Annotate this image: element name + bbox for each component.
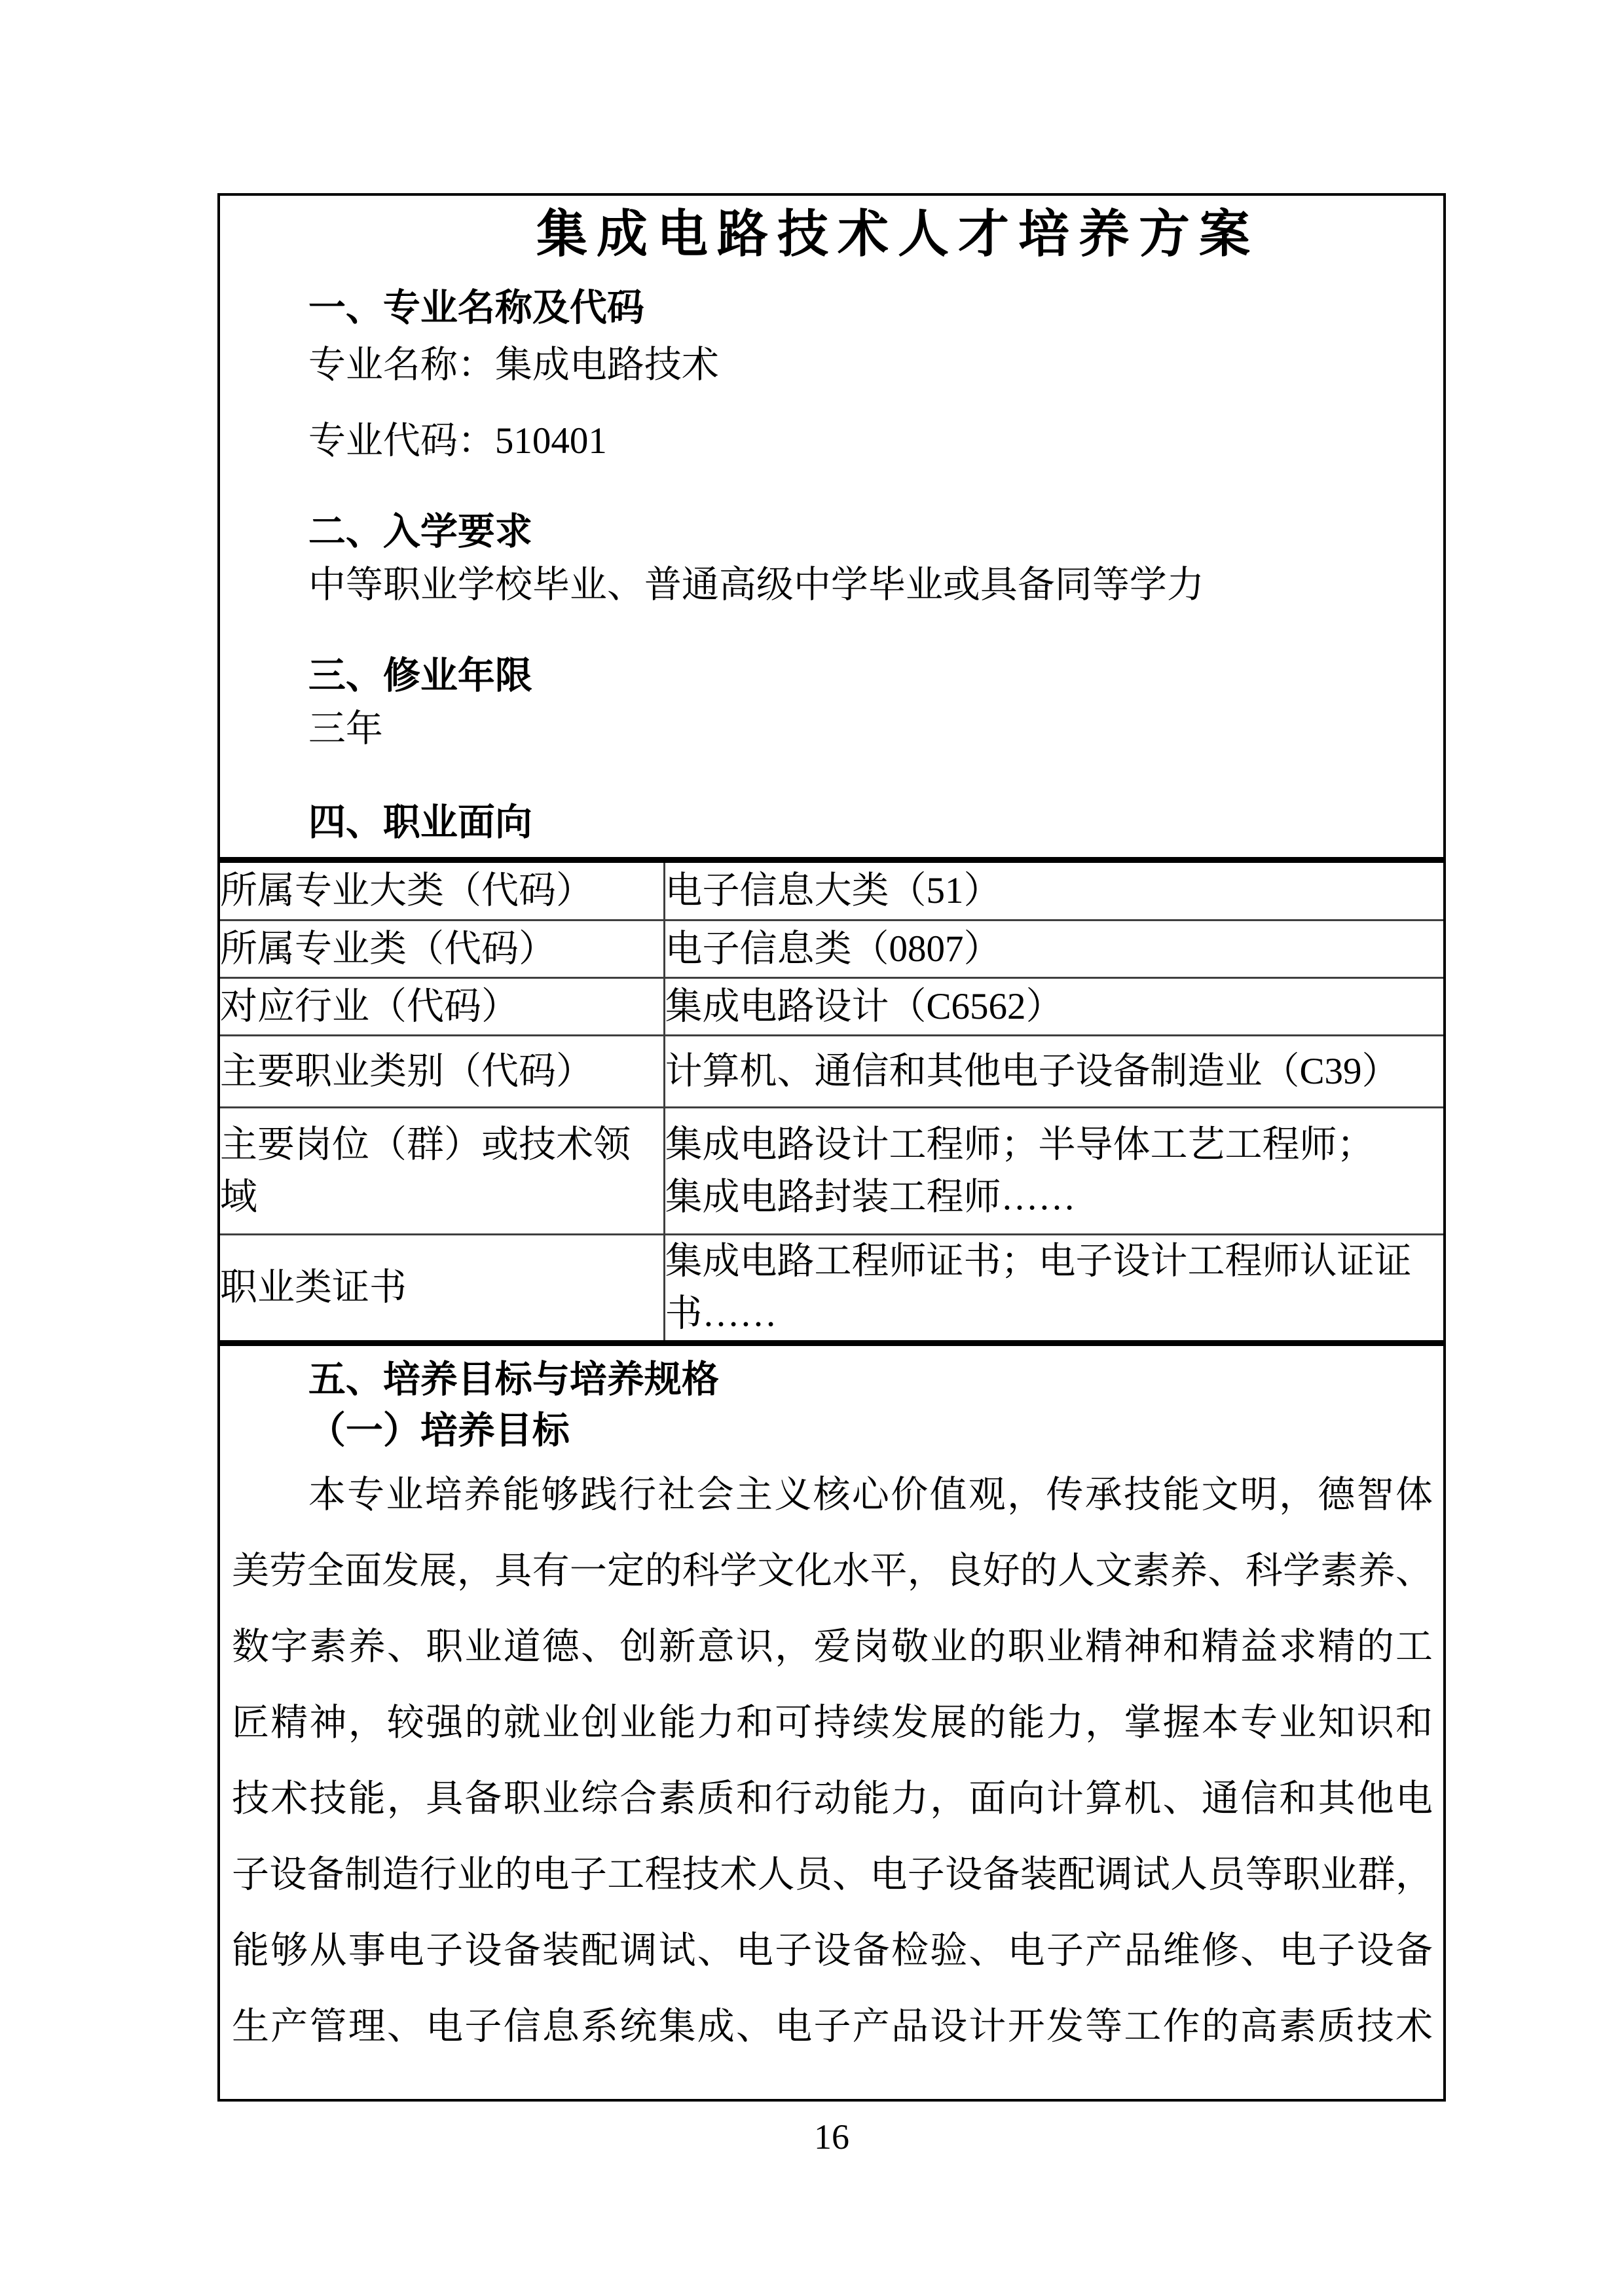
admission-requirement-line: 中等职业学校毕业、普通高级中学毕业或具备同等学力: [308, 564, 1204, 606]
table-row: [220, 920, 1446, 978]
table-row: [220, 1108, 1446, 1235]
major-code-line: 专业代码：510401: [308, 420, 607, 462]
table-row: [220, 860, 1446, 920]
section-5-subheading: （一）培养目标: [308, 1410, 570, 1451]
table-row: [220, 978, 1446, 1036]
body-line: 匠精神，较强的就业创业能力和可持续发展的能力，掌握本专业知识和: [232, 1702, 1433, 1743]
section-4-heading: 四、职业面向: [308, 801, 532, 843]
study-duration-line: 三年: [308, 708, 383, 750]
row-value: [664, 920, 1446, 978]
page-border-box: [217, 193, 1446, 2102]
label-line: 主要岗位（群）或技术领: [220, 1123, 631, 1165]
value-line: 计算机、通信和其他电子设备制造业（C39）: [665, 1050, 1399, 1092]
label-line: 对应行业（代码）: [220, 985, 519, 1027]
section-3-heading: 三、修业年限: [308, 655, 532, 697]
value-line: 电子信息类（0807）: [665, 928, 1001, 970]
section-5-heading: 五、培养目标与培养规格: [308, 1358, 719, 1400]
page-number: 16: [814, 2117, 849, 2157]
body-line: 技术技能，具备职业综合素质和行动能力，面向计算机、通信和其他电: [232, 1778, 1433, 1819]
value-line: 集成电路封装工程师……: [665, 1176, 1076, 1218]
value-line: 集成电路工程师证书；电子设计工程师认证证: [665, 1241, 1412, 1282]
table-row: [220, 1036, 1446, 1108]
value-line: 电子信息大类（51）: [665, 870, 1001, 911]
row-value: [664, 1108, 1446, 1235]
row-label: [220, 860, 664, 920]
body-line: 能够从事电子设备装配调试、电子设备检验、电子产品维修、电子设备: [232, 1930, 1433, 1971]
row-value: [664, 1235, 1446, 1343]
major-name-line: 专业名称：集成电路技术: [308, 344, 719, 386]
label-line: 域: [220, 1176, 257, 1218]
career-orientation-table: [220, 857, 1446, 1346]
row-value: [664, 860, 1446, 920]
row-value: [664, 978, 1446, 1036]
document-title: 集成电路技术人才培养方案: [536, 206, 1259, 263]
body-line: 子设备制造行业的电子工程技术人员、电子设备装配调试人员等职业群，: [232, 1854, 1433, 1895]
label-line: 所属专业大类（代码）: [220, 870, 593, 911]
row-value: [664, 1036, 1446, 1108]
value-line: 集成电路设计工程师；半导体工艺工程师；: [665, 1123, 1375, 1165]
training-objective-paragraph: [232, 1457, 1433, 2065]
label-line: 主要职业类别（代码）: [220, 1050, 593, 1092]
body-line: 生产管理、电子信息系统集成、电子产品设计开发等工作的高素质技术: [232, 2006, 1433, 2047]
value-line: 集成电路设计（C6562）: [665, 985, 1063, 1027]
label-line: 职业类证书: [220, 1267, 407, 1308]
row-label: [220, 1108, 664, 1235]
body-line: 数字素养、职业道德、创新意识，爱岗敬业的职业精神和精益求精的工: [232, 1626, 1433, 1667]
section-1-heading: 一、专业名称及代码: [308, 287, 644, 329]
table-row: [220, 1235, 1446, 1343]
label-line: 所属专业类（代码）: [220, 928, 556, 970]
row-label: [220, 978, 664, 1036]
row-label: [220, 1036, 664, 1108]
value-line: 书……: [665, 1293, 777, 1334]
body-line: 本专业培养能够践行社会主义核心价值观，传承技能文明，德智体: [308, 1474, 1433, 1516]
body-line: 美劳全面发展，具有一定的科学文化水平，良好的人文素养、科学素养、: [232, 1550, 1433, 1592]
row-label: [220, 1235, 664, 1343]
row-label: [220, 920, 664, 978]
section-2-heading: 二、入学要求: [308, 511, 532, 553]
